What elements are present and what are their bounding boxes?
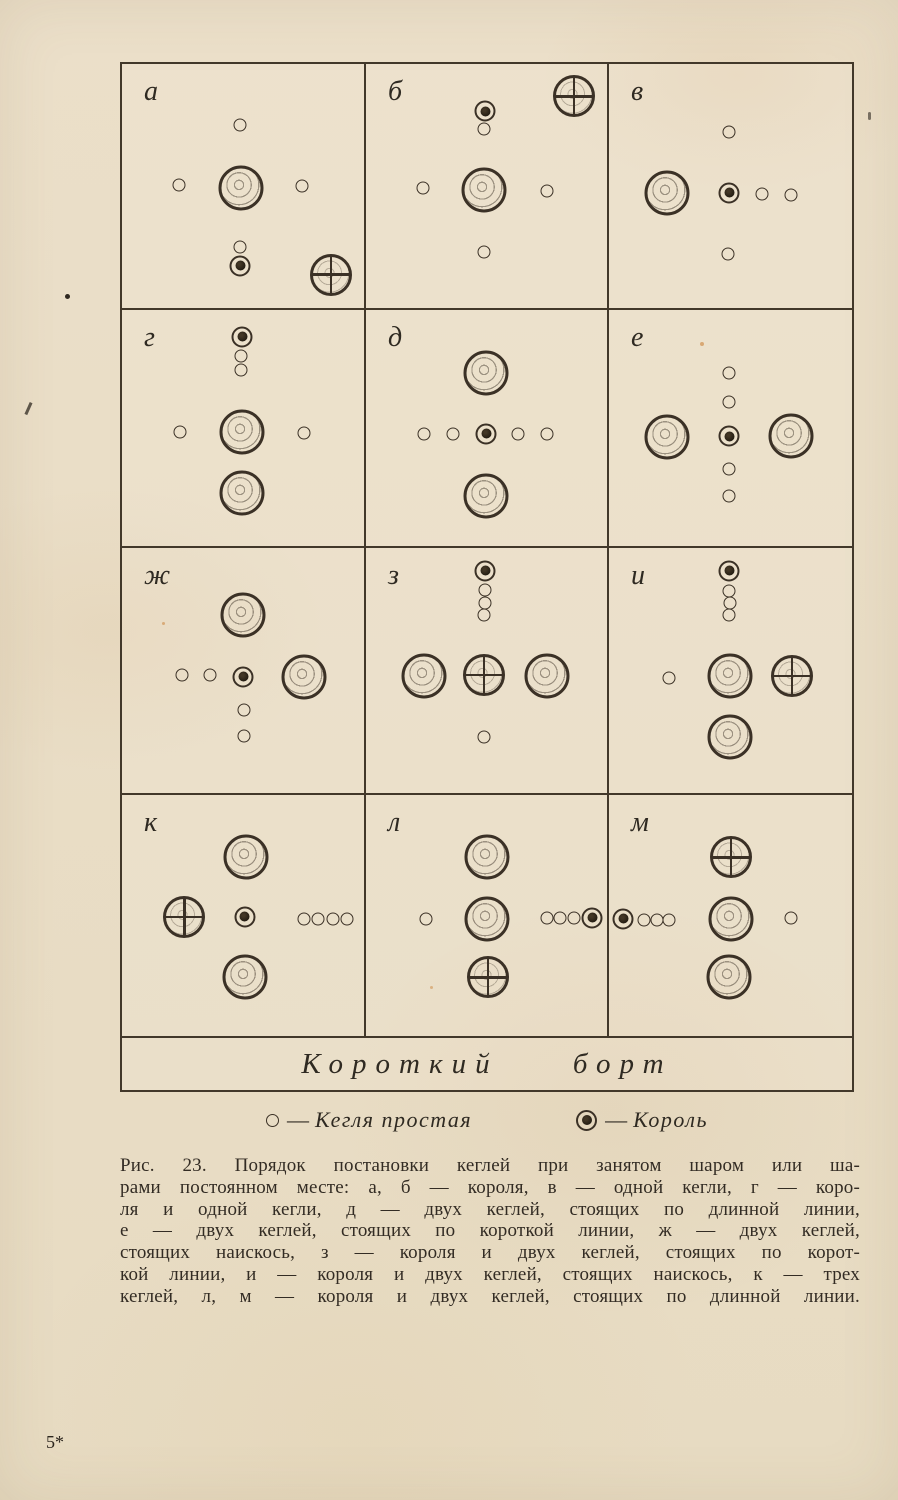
diagram-cell-d <box>366 310 609 548</box>
ball-symbol <box>708 653 753 698</box>
ball-symbol <box>464 896 509 941</box>
caption-line: кеглей, л, м — короля и двух кеглей, стоящих по длинной линии. <box>120 1285 860 1307</box>
ball-symbol <box>708 715 753 760</box>
diagram-cell-b <box>366 64 609 310</box>
ball-symbol <box>223 835 268 880</box>
simple-pin-symbol <box>478 245 491 258</box>
ball-symbol <box>462 167 507 212</box>
crossed-ball-symbol <box>163 896 205 938</box>
simple-pin-symbol <box>175 668 188 681</box>
bowling-alley-frame <box>120 62 854 1092</box>
ball-symbol <box>464 474 509 519</box>
simple-pin-symbol <box>172 179 185 192</box>
diagram-cell-v <box>609 64 852 310</box>
king-pin-icon <box>576 1110 597 1131</box>
simple-pin-symbol <box>478 122 491 135</box>
simple-pin-symbol <box>237 730 250 743</box>
ball-symbol <box>220 471 265 516</box>
simple-pin-symbol <box>637 914 650 927</box>
diagram-cell-l <box>366 795 609 1038</box>
crossed-ball-symbol <box>463 654 505 696</box>
cell-label: к <box>144 807 158 838</box>
diagram-cell-i <box>609 548 852 795</box>
simple-pin-symbol <box>234 119 247 132</box>
cell-label: ж <box>144 560 171 591</box>
diagram-cell-k <box>122 795 366 1038</box>
king-pin-symbol <box>233 666 254 687</box>
king-pin-symbol <box>475 101 496 122</box>
simple-pin-symbol <box>295 180 308 193</box>
crossed-ball-symbol <box>771 655 813 697</box>
simple-pin-symbol <box>416 181 429 194</box>
simple-pin-symbol <box>479 596 492 609</box>
caption-line: стоящих наискось, з — короля и двух кеглей, стоящих по корот- <box>120 1242 860 1264</box>
simple-pin-symbol <box>478 731 491 744</box>
simple-pin-symbol <box>237 703 250 716</box>
simple-pin-symbol <box>235 364 248 377</box>
caption-line: е — двух кеглей, стоящих по короткой линии, ж — двух кеглей, <box>120 1220 860 1242</box>
ball-symbol <box>645 414 690 459</box>
king-pin-symbol <box>613 908 634 929</box>
paper-speck <box>430 986 433 989</box>
ball-symbol <box>220 410 265 455</box>
ball-symbol <box>219 165 264 210</box>
cell-label: м <box>631 807 649 838</box>
simple-pin-symbol <box>297 426 310 439</box>
simple-pin-symbol <box>420 912 433 925</box>
simple-pin-symbol <box>554 911 567 924</box>
king-pin-symbol <box>230 255 251 276</box>
simple-pin-symbol <box>540 427 553 440</box>
simple-pin-symbol <box>234 241 247 254</box>
figure-caption <box>120 1155 860 1308</box>
king-pin-symbol <box>232 326 253 347</box>
simple-pin-symbol <box>756 187 769 200</box>
simple-pin-symbol <box>235 350 248 363</box>
ball-symbol <box>464 350 509 395</box>
crossed-ball-symbol <box>710 836 752 878</box>
caption-line: рами постоянном месте: а, б — короля, в — одной кегли, г — коро- <box>120 1176 860 1198</box>
ink-speck <box>868 112 871 120</box>
crossed-ball-symbol <box>467 956 509 998</box>
king-pin-symbol <box>719 560 740 581</box>
short-board-strip <box>122 1038 852 1090</box>
cell-label: е <box>631 322 644 353</box>
caption-line: кой линии, и — короля и двух кеглей, стоящих наискось, к — трех <box>120 1263 860 1285</box>
simple-pin-symbol <box>723 609 736 622</box>
king-pin-symbol <box>475 560 496 581</box>
cell-label: в <box>631 76 644 107</box>
simple-pin-symbol <box>663 914 676 927</box>
crossed-ball-symbol <box>310 254 352 296</box>
king-pin-symbol <box>582 907 603 928</box>
simple-pin-symbol <box>723 490 736 503</box>
diagram-cell-zh <box>122 548 366 795</box>
ball-symbol <box>769 414 814 459</box>
caption-line: Рис. 23. Порядок постановки кеглей при занятом шаром или ша- <box>120 1155 860 1176</box>
legend-item-king <box>576 1107 708 1133</box>
simple-pin-symbol <box>541 911 554 924</box>
pin-placement-grid <box>122 64 852 1038</box>
simple-pin-symbol <box>541 184 554 197</box>
cell-label: а <box>144 76 158 107</box>
ball-symbol <box>401 653 446 698</box>
king-pin-symbol <box>719 182 740 203</box>
simple-pin-symbol <box>478 609 491 622</box>
simple-pin-icon <box>266 1114 279 1127</box>
ink-speck <box>24 402 32 415</box>
simple-pin-symbol <box>204 668 217 681</box>
king-pin-symbol <box>719 426 740 447</box>
king-pin-symbol <box>476 423 497 444</box>
diagram-cell-z <box>366 548 609 795</box>
legend <box>120 1105 854 1135</box>
diagram-cell-m <box>609 795 852 1038</box>
simple-pin-symbol <box>479 583 492 596</box>
simple-pin-symbol <box>663 671 676 684</box>
ball-symbol <box>222 955 267 1000</box>
simple-pin-symbol <box>785 188 798 201</box>
cell-label: д <box>388 322 403 353</box>
simple-pin-symbol <box>723 462 736 475</box>
crossed-ball-symbol <box>553 75 595 117</box>
simple-pin-symbol <box>724 596 737 609</box>
simple-pin-symbol <box>173 426 186 439</box>
page-footer-mark: 5* <box>46 1432 64 1452</box>
ink-speck <box>65 294 70 299</box>
ball-symbol <box>464 835 509 880</box>
legend-dash: — <box>287 1107 308 1132</box>
legend-label-king: Король <box>633 1107 708 1132</box>
simple-pin-symbol <box>723 367 736 380</box>
diagram-cell-e <box>609 310 852 548</box>
figure-23 <box>120 62 860 1308</box>
legend-dash: — <box>605 1107 626 1132</box>
ball-symbol <box>645 170 690 215</box>
legend-label-simple-pin: Кегля простая <box>315 1107 473 1132</box>
simple-pin-symbol <box>447 427 460 440</box>
cell-label: б <box>388 76 403 107</box>
king-pin-symbol <box>234 906 255 927</box>
simple-pin-symbol <box>327 912 340 925</box>
ball-symbol <box>707 955 752 1000</box>
simple-pin-symbol <box>511 427 524 440</box>
simple-pin-symbol <box>298 912 311 925</box>
simple-pin-symbol <box>722 247 735 260</box>
ball-symbol <box>282 654 327 699</box>
caption-line: ля и одной кегли, д — двух кеглей, стоящих по длинной линии, <box>120 1198 860 1220</box>
diagram-cell-g <box>122 310 366 548</box>
simple-pin-symbol <box>723 125 736 138</box>
paper-speck <box>700 342 704 346</box>
ball-symbol <box>708 896 753 941</box>
cell-label: и <box>631 560 645 591</box>
ball-symbol <box>221 593 266 638</box>
legend-item-simple-pin <box>266 1107 472 1133</box>
diagram-cell-a <box>122 64 366 310</box>
simple-pin-symbol <box>417 427 430 440</box>
paper-speck <box>162 622 165 625</box>
simple-pin-symbol <box>341 912 354 925</box>
simple-pin-symbol <box>785 911 798 924</box>
ball-symbol <box>524 653 569 698</box>
cell-label: г <box>144 322 155 353</box>
simple-pin-symbol <box>312 912 325 925</box>
cell-label: з <box>388 560 399 591</box>
simple-pin-symbol <box>568 911 581 924</box>
short-board-label: Короткий борт <box>301 1047 673 1080</box>
cell-label: л <box>388 807 401 838</box>
simple-pin-symbol <box>723 396 736 409</box>
